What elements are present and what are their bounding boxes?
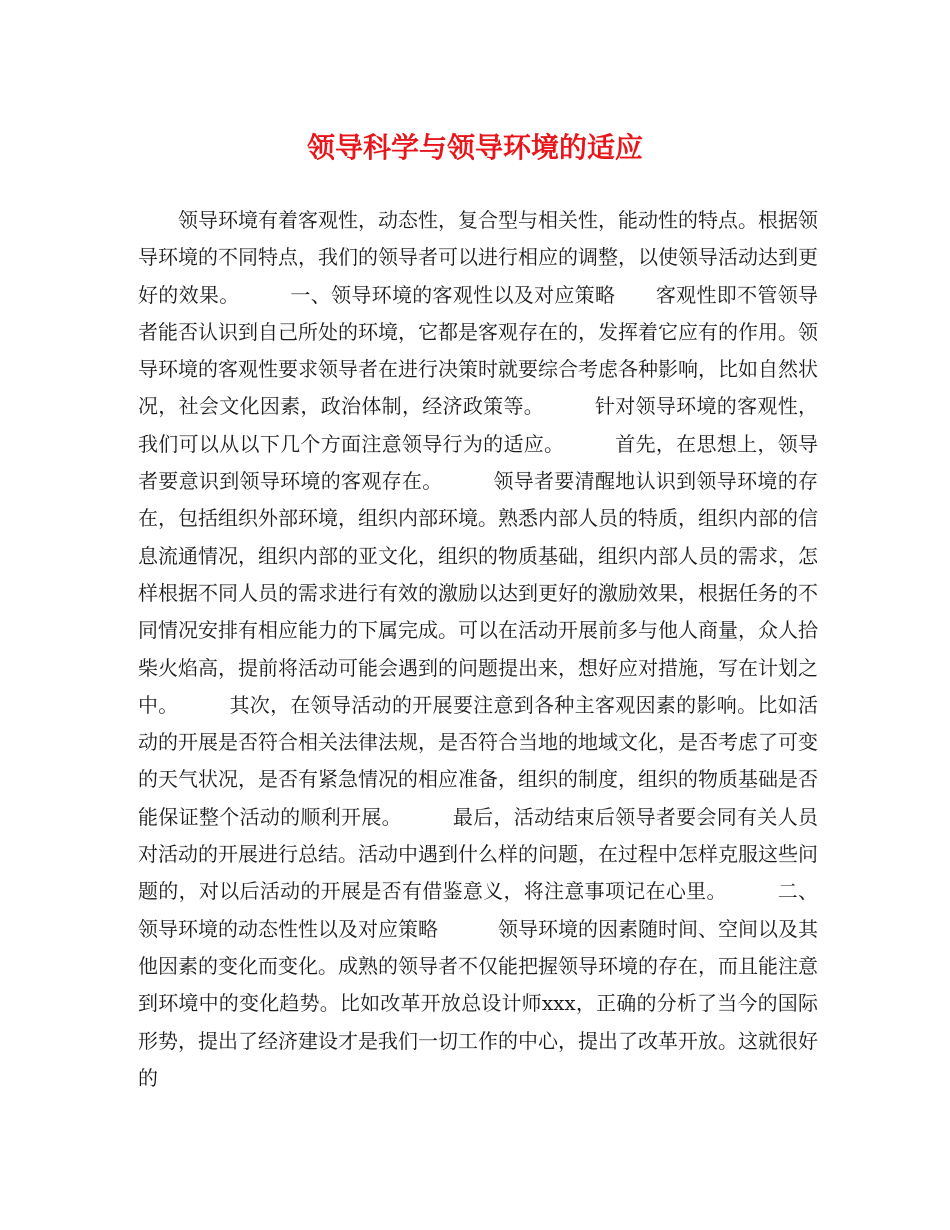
document-title: 领导科学与领导环境的适应: [306, 131, 643, 164]
document-body-paragraph: 领导环境有着客观性，动态性，复合型与相关性，能动性的特点。根据领导环境的不同特点，我们的领导者可以进行相应的调整，以使领导活动达到更好的效果。 一、领导环境的客观性以及对应策略 客观性即不管领导者能否认识到自己所处的环境，它都是客观存在的，发挥着它应有的作用。领导环境的客观性要求领导者在进行决策时就要综合考虑各种影响，比如自然状况，社会文化因素，政治体制，经济政策等。 针对领导环境的客观性，我们可以从以下几个方面注意领导行为的适应。 首先，在思想上，领导者要意识到领导环境的客观存在。 领导者要清醒地认识到领导环境的存在，包括组织外部环境，组织内部环境。熟悉内部人员的特质，组织内部的信息流通情况，组织内部的亚文化，组织的物质基础，组织内部人员的需求，怎样根据不同人员的需求进行有效的激励以达到更好的激励效果，根据任务的不同情况安排有相应能力的下属完成。可以在活动开展前多与他人商量，众人拾柴火焰高，提前将活动可能会遇到的问题提出来，想好应对措施，写在计划之中。 其次，在领导活动的开展要注意到各种主客观因素的影响。比如活动的开展是否符合相关法律法规，是否符合当地的地域文化，是否考虑了可变的天气状况，是否有紧急情况的相应准备，组织的制度，组织的物质基础是否能保证整个活动的顺利开展。 最后，活动结束后领导者要会同有关人员对活动的开展进行总结。活动中遇到什么样的问题，在过程中怎样克服这些问题的，对以后活动的开展是否有借鉴意义，将注意事项记在心里。 二、领导环境的动态性性以及对应策略 领导环境的因素随时间、空间以及其他因素的变化而变化。成熟的领导者不仅能把握领导环境的存在，而且能注意到环境中的变化趋势。比如改革开放总设计师xxx，正确的分析了当今的国际形势，提出了经济建设才是我们一切工作的中心，提出了改革开放。这就很好的: [138, 208, 818, 1090]
